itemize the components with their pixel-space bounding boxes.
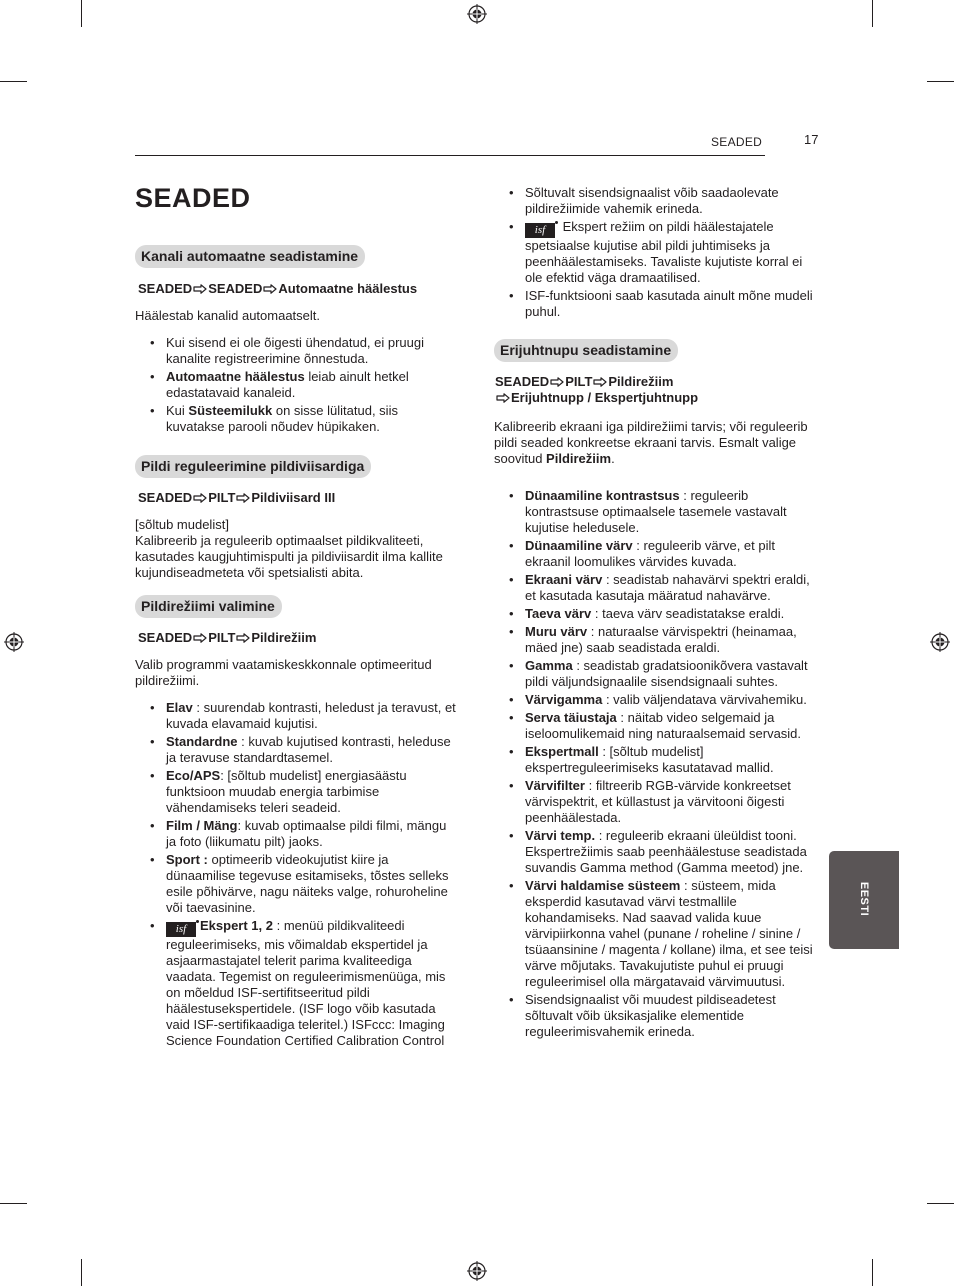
list-item: • Serva täiustaja : näitab video selgemaid ja iseloomulikemaid ning naturaalsemaid servasid.	[494, 710, 819, 742]
right-column	[494, 185, 819, 1042]
arrow-right-icon	[263, 284, 277, 294]
bullet-list	[494, 185, 819, 320]
isf-logo: isf	[166, 922, 196, 937]
crop-mark	[927, 81, 954, 82]
section-heading: Kanali automaatne seadistamine	[135, 245, 365, 268]
list-item: • Kui sisend ei ole õigesti ühendatud, ei pruugi kanalite registreerimine õnnestuda.	[135, 335, 460, 367]
bullet-list	[135, 335, 460, 435]
menu-path: SEADED PILT Pildirežiim Erijuhtnupp / Ekspertjuhtnupp	[495, 374, 699, 405]
list-item: • Sõltuvalt sisendsignaalist võib saadaolevate pildirežiimide vahemik erineda.	[494, 185, 819, 217]
bullet-list	[494, 488, 819, 1040]
running-header: SEADED	[711, 135, 763, 149]
language-tab-label: EESTI	[858, 881, 870, 917]
list-item: • Elav : suurendab kontrasti, heledust ja teravust, et kuvada elavamaid kujutisi.	[135, 700, 460, 732]
list-item: • Standardne : kuvab kujutised kontrasti, heleduse ja teravuse standardtasemel.	[135, 734, 460, 766]
section-heading: Pildi reguleerimine pildiviisardiga	[135, 455, 371, 478]
left-column	[135, 245, 460, 1051]
bullet-list	[135, 700, 460, 1049]
list-item: • Muru värv : naturaalse värvispektri (heinamaa, mäed jne) saab seadistada eraldi.	[494, 624, 819, 656]
list-item: • Sport : optimeerib videokujutist kiire ja dünaamilise tegevuse esitamiseks, tõstes selleks esile põhivärve, nagu näiteks valge, rohuroheline või taevasinine.	[135, 852, 460, 916]
arrow-right-icon	[193, 633, 207, 643]
registration-mark-icon	[467, 1261, 487, 1281]
paragraph: Kalibreerib ja reguleerib optimaalset pildikvaliteeti, kasutades kaugjuhtimispulti ja pildiviisardit ilma kallite kujundiseadmeteta või spetsialisti abita.	[135, 533, 443, 580]
list-item: • Kui Süsteemilukk on sisse lülitatud, siis kuvatakse parooli nõudev hüpikaken.	[135, 403, 460, 435]
list-item: • Värvi haldamise süsteem : süsteem, mida eksperdid kasutavad värvi testmallile kohandamiseks. Nad saavad valida kuue värvipiirkonna vahel (punane / roheline / sinine / tsüaansinine / magenta / kollane) ilma, et see teisi värve mõjutaks. Tavakujutiste puhul ei pruugi reguleerimisel olla märgatavaid värvimuutusi.	[494, 878, 819, 990]
list-item: • Dünaamiline värv : reguleerib värve, et pilt ekraanil loomulikes värvides kuvada.	[494, 538, 819, 570]
paragraph: Kalibreerib ekraani iga pildirežiimi tarvis; või reguleerib pildi seaded konkreetse ekraani tarvis. Esmalt valige soovitud Pildirežiim.	[494, 419, 808, 466]
list-item: • isf Ekspert 1, 2 : menüü pildikvaliteedi reguleerimiseks, mis võimaldab ekspertidel ja asjaarmastajatel telerit parima kvaliteediga vaadata. Tegemist on reguleerimismenüüga, mis on mõeldud ISF-sertifitseeritud pildi häälestusekspertidele. (ISF logo võib kasutada vaid ISF-sertifikaadiga teleritel.) ISFccc: Imaging Science Foundation Certified Calibration Control	[135, 918, 460, 1049]
list-item: • Ekraani värv : seadistab nahavärvi spektri eraldi, et kasutada kasutaja määratud nahavärve.	[494, 572, 819, 604]
crop-mark	[872, 1259, 873, 1286]
list-item: • isf Ekspert režiim on pildi häälestajatele spetsiaalse kujutise abil pildi juhtimiseks ja peenhäälestamiseks. Tavaliste kujutiste korral ei ole efektid väga dramaatilised.	[494, 219, 819, 286]
page-number: 17	[804, 132, 819, 147]
isf-logo: isf	[525, 223, 555, 238]
paragraph: Häälestab kanalid automaatselt.	[135, 308, 321, 323]
registration-mark-icon	[4, 632, 24, 652]
registration-mark-icon	[930, 632, 950, 652]
list-item: • Värvi temp. : reguleerib ekraani üleüldist tooni. Ekspertrežiimis saab peenhäälestuse seadistada suvandis Gamma method (Gamma meetod) jne.	[494, 828, 819, 876]
list-item: • ISF-funktsiooni saab kasutada ainult mõne mudeli puhul.	[494, 288, 819, 320]
list-item: • Film / Mäng: kuvab optimaalse pildi filmi, mängu ja foto (liikumatu pilt) jaoks.	[135, 818, 460, 850]
arrow-right-icon	[496, 393, 510, 403]
paragraph: Valib programmi vaatamiskeskkonnale optimeeritud pildirežiimi.	[135, 657, 432, 688]
paragraph: [sõltub mudelist]	[135, 517, 229, 532]
registration-mark-icon	[467, 4, 487, 24]
arrow-right-icon	[236, 633, 250, 643]
list-item: • Gamma : seadistab gradatsioonikõvera vastavalt pildi väljundsignaalile sisendsignaali suhtes.	[494, 658, 819, 690]
crop-mark	[81, 0, 82, 27]
section-heading: Pildirežiimi valimine	[135, 595, 282, 618]
list-item: • Dünaamiline kontrastsus : reguleerib kontrastsuse optimaalsele tasemele vastavalt kujutise heledusele.	[494, 488, 819, 536]
section-heading: Erijuhtnupu seadistamine	[494, 339, 678, 362]
list-item: • Värvifilter : filtreerib RGB-värvide konkreetset värvispektrit, et küllastust ja värvitooni õigesti peenhäälestada.	[494, 778, 819, 826]
crop-mark	[81, 1259, 82, 1286]
crop-mark	[872, 0, 873, 27]
header-rule	[135, 155, 765, 156]
list-item: • Sisendsignaalist või muudest pildiseadetest sõltuvalt võib üksikasjalike elementide reguleerimisvahemik erineda.	[494, 992, 819, 1040]
list-item: • Värvigamma : valib väljendatava värvivahemiku.	[494, 692, 819, 708]
arrow-right-icon	[593, 377, 607, 387]
crop-mark	[0, 81, 27, 82]
crop-mark	[0, 1203, 27, 1204]
crop-mark	[927, 1203, 954, 1204]
page-title: SEADED	[135, 183, 251, 213]
list-item: • Eco/APS: [sõltub mudelist] energiasäästu funktsioon muudab energia tarbimise vähendamiseks teleri seadeid.	[135, 768, 460, 816]
arrow-right-icon	[550, 377, 564, 387]
list-item: • Taeva värv : taeva värv seadistatakse eraldi.	[494, 606, 819, 622]
arrow-right-icon	[193, 493, 207, 503]
arrow-right-icon	[236, 493, 250, 503]
list-item: • Ekspertmall : [sõltub mudelist] ekspertreguleerimiseks kasutatavad mallid.	[494, 744, 819, 776]
list-item: • Automaatne häälestus leiab ainult hetkel edastatavaid kanaleid.	[135, 369, 460, 401]
menu-path: SEADED PILT Pildiviisard III	[138, 490, 336, 505]
menu-path: SEADED SEADED Automaatne häälestus	[138, 281, 418, 296]
language-tab	[829, 851, 899, 949]
menu-path: SEADED PILT Pildirežiim	[138, 630, 317, 645]
arrow-right-icon	[193, 284, 207, 294]
